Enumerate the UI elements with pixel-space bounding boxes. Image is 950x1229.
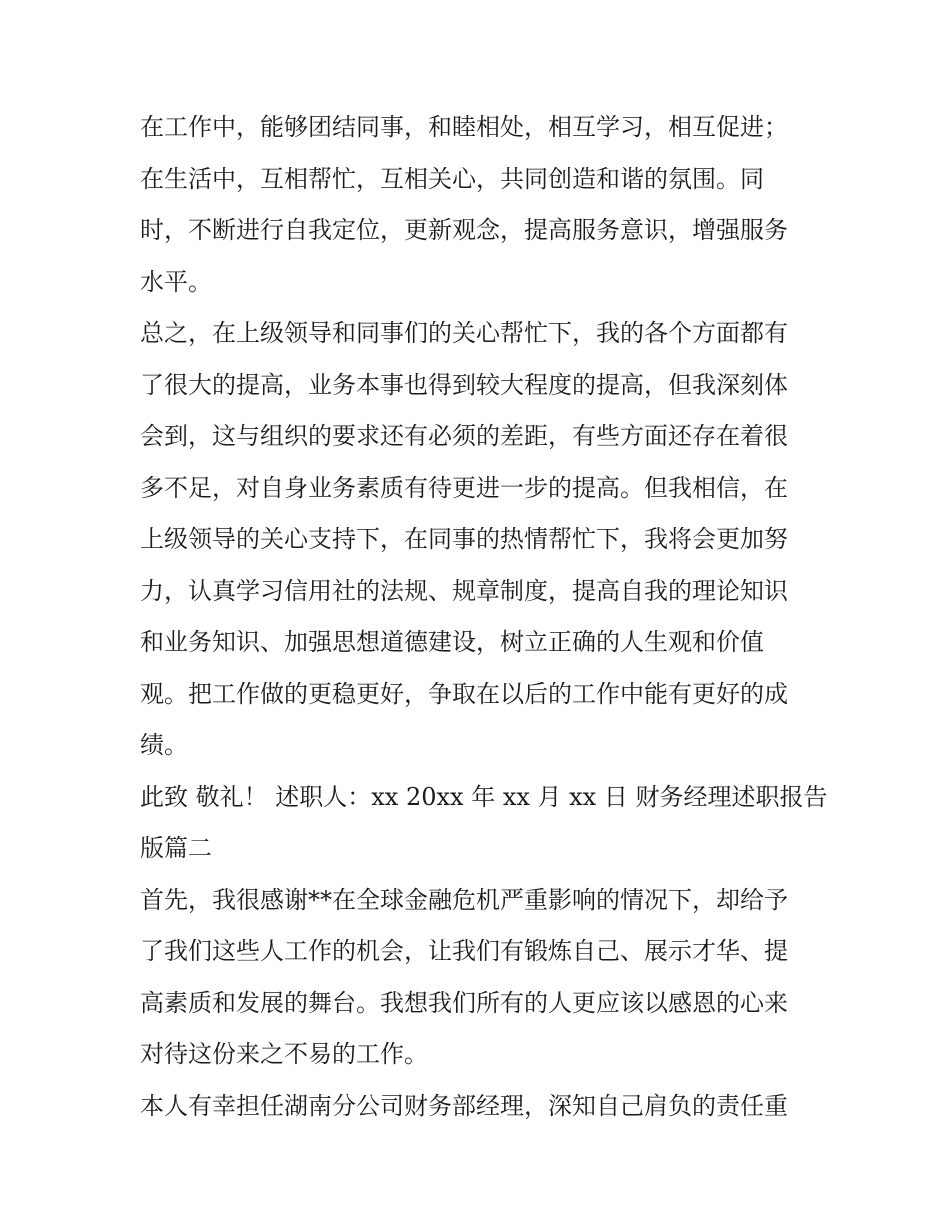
text-line-11: 和业务知识、加强思想道德建设，树立正确的人生观和价值 bbox=[140, 628, 764, 656]
text-line-13: 绩。 bbox=[140, 731, 188, 759]
text-line-7: 会到，这与组织的要求还有必须的差距，有些方面还存在着很 bbox=[140, 422, 788, 450]
text-line-16: 首先，我很感谢**在全球金融危机严重影响的情况下，却给予 bbox=[140, 885, 788, 914]
text-line-4: 水平。 bbox=[140, 267, 212, 296]
text-line-19: 对待这份来之不易的工作。 bbox=[140, 1040, 428, 1068]
text-line-2: 在生活中，互相帮忙，互相关心，共同创造和谐的氛围。同 bbox=[140, 164, 764, 193]
text-line-18: 高素质和发展的舞台。我想我们所有的人更应该以感恩的心来 bbox=[140, 988, 788, 1017]
document-body bbox=[140, 102, 828, 1132]
text-line-6: 了很大的提高，业务本事也得到较大程度的提高，但我深刻体 bbox=[140, 370, 788, 399]
text-line-14: 此致 敬礼！ 述职人：xx 20xx 年 xx 月 xx 日 财务经理述职报告 bbox=[140, 782, 828, 811]
text-line-10: 力，认真学习信用社的法规、规章制度，提高自我的理论知识 bbox=[140, 576, 788, 605]
text-line-15: 版篇二 bbox=[140, 834, 212, 862]
text-line-17: 了我们这些人工作的机会，让我们有锻炼自己、展示才华、提 bbox=[140, 937, 788, 965]
text-line-5: 总之，在上级领导和同事们的关心帮忙下，我的各个方面都有 bbox=[140, 319, 788, 347]
text-line-3: 时，不断进行自我定位，更新观念，提高服务意识，增强服务 bbox=[140, 216, 788, 244]
text-line-9: 上级领导的关心支持下，在同事的热情帮忙下，我将会更加努 bbox=[140, 525, 788, 553]
text-line-12: 观。把工作做的更稳更好，争取在以后的工作中能有更好的成 bbox=[140, 679, 788, 708]
text-line-8: 多不足，对自身业务素质有待更进一步的提高。但我相信，在 bbox=[140, 473, 788, 502]
text-line-20: 本人有幸担任湖南分公司财务部经理，深知自己肩负的责任重 bbox=[140, 1091, 788, 1120]
text-line-1: 在工作中，能够团结同事，和睦相处，相互学习，相互促进； bbox=[140, 113, 788, 141]
